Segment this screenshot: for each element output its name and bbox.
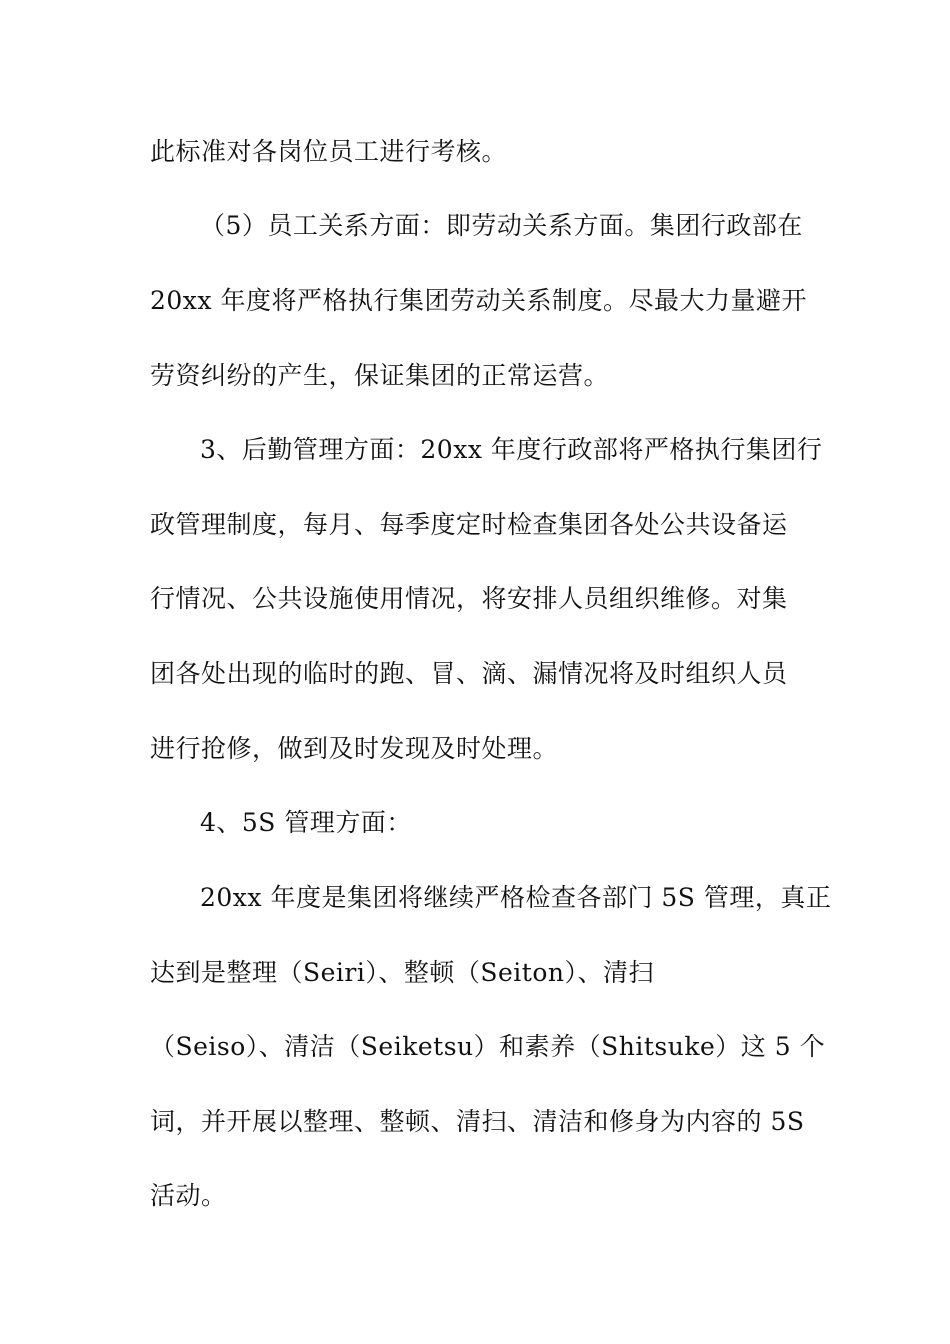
text-line: 活动。 [150, 1181, 227, 1210]
text-line: 20xx 年度是集团将继续严格检查各部门 5S 管理，真正 [200, 883, 832, 912]
text-line: 达到是整理（Seiri）、整顿（Seiton）、清扫 [150, 958, 654, 987]
text-line: 3、后勤管理方面：20xx 年度行政部将严格执行集团行 [200, 435, 823, 464]
text-line: 进行抢修，做到及时发现及时处理。 [150, 734, 559, 763]
text-line: （Seiso）、清洁（Seiketsu）和素养（Shitsuke）这 5 个 [150, 1032, 826, 1061]
text-line: 政管理制度，每月、每季度定时检查集团各处公共设备运 [150, 510, 788, 539]
text-line: 20xx 年度将严格执行集团劳动关系制度。尽最大力量避开 [150, 286, 807, 315]
text-line: 词，并开展以整理、整顿、清扫、清洁和修身为内容的 5S [150, 1107, 805, 1136]
text-line: 此标准对各岗位员工进行考核。 [150, 137, 508, 166]
text-line: 劳资纠纷的产生，保证集团的正常运营。 [150, 361, 610, 390]
text-line: 团各处出现的临时的跑、冒、滴、漏情况将及时组织人员 [150, 659, 788, 688]
text-line: 行情况、公共设施使用情况，将安排人员组织维修。对集 [150, 584, 788, 613]
text-line: 4、5S 管理方面： [200, 808, 412, 837]
text-line: （5）员工关系方面：即劳动关系方面。集团行政部在 [200, 211, 803, 240]
